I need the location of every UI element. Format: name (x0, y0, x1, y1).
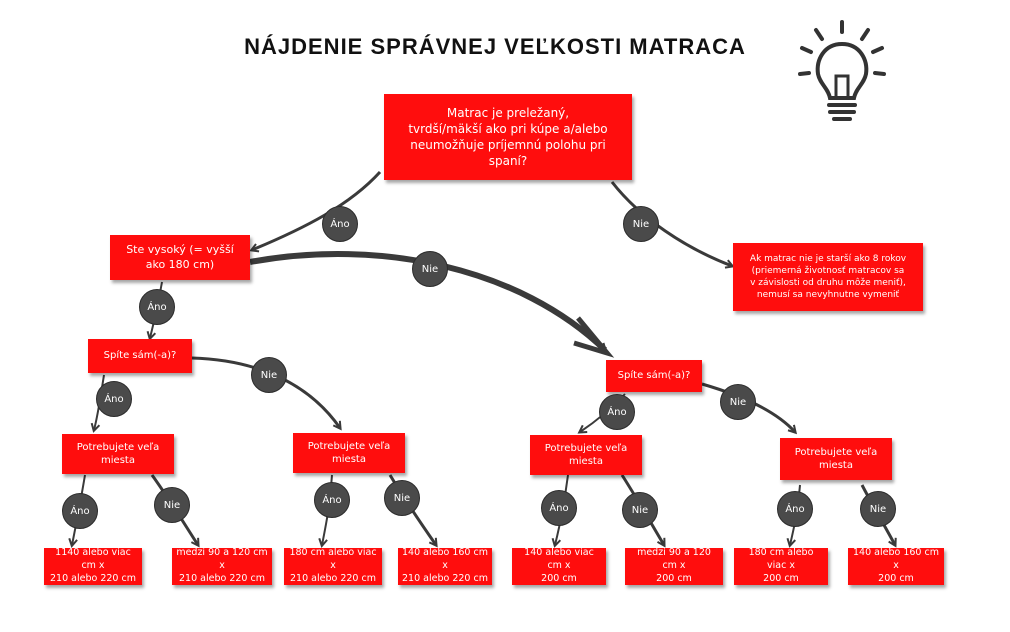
badge-space-1-no: Nie (154, 487, 190, 523)
question-root: Matrac je preležaný, tvrdší/mäkší ako pri kúpe a/alebo neumožňuje príjemnú polohu pri spaní? (384, 94, 632, 180)
badge-root-yes: Áno (322, 206, 358, 242)
badge-space-3-yes: Áno (541, 490, 577, 526)
result-2: medzi 90 a 120 cm x 210 alebo 220 cm (172, 548, 272, 585)
badge-space-1-yes: Áno (62, 493, 98, 529)
badge-space-2-yes: Áno (314, 482, 350, 518)
result-7: 180 cm alebo viac x 200 cm (734, 548, 828, 585)
question-space-4: Potrebujete veľa miesta (780, 438, 892, 480)
badge-space-4-yes: Áno (777, 491, 813, 527)
badge-root-no: Nie (623, 206, 659, 242)
question-alone-left: Spíte sám(-a)? (88, 339, 192, 373)
lightbulb-icon (796, 18, 888, 130)
edge-root-yes (252, 172, 380, 250)
result-4: 140 alebo 160 cm x 210 alebo 220 cm (398, 548, 492, 585)
question-alone-right: Spíte sám(-a)? (606, 360, 702, 392)
question-space-2: Potrebujete veľa miesta (293, 433, 405, 473)
info-note: Ak matrac nie je starší ako 8 rokov (priemerná životnosť matracov sa v závislosti od druhu môže meniť), nemusí sa nevyhnutne vymeniť (733, 243, 923, 311)
page-title: NÁJDENIE SPRÁVNEJ VEĽKOSTI MATRACA (244, 34, 746, 59)
badge-alone-right-yes: Áno (599, 394, 635, 430)
result-3: 180 cm alebo viac x 210 alebo 220 cm (284, 548, 382, 585)
badge-alone-right-no: Nie (720, 384, 756, 420)
question-tall: Ste vysoký (= vyšší ako 180 cm) (110, 235, 250, 280)
badge-space-4-no: Nie (860, 491, 896, 527)
result-1: 1140 alebo viac cm x 210 alebo 220 cm (44, 548, 142, 585)
badge-tall-no: Nie (412, 251, 448, 287)
badge-space-2-no: Nie (384, 480, 420, 516)
question-space-3: Potrebujete veľa miesta (530, 435, 642, 475)
question-space-1: Potrebujete veľa miesta (62, 434, 174, 474)
result-5: 140 alebo viac cm x 200 cm (512, 548, 606, 585)
edge-tall-no-arrowhead (574, 318, 607, 353)
badge-alone-left-yes: Áno (96, 381, 132, 417)
badge-alone-left-no: Nie (251, 357, 287, 393)
result-8: 140 alebo 160 cm x 200 cm (848, 548, 944, 585)
badge-space-3-no: Nie (622, 492, 658, 528)
result-6: medzi 90 a 120 cm x 200 cm (625, 548, 723, 585)
badge-tall-yes: Áno (139, 289, 175, 325)
